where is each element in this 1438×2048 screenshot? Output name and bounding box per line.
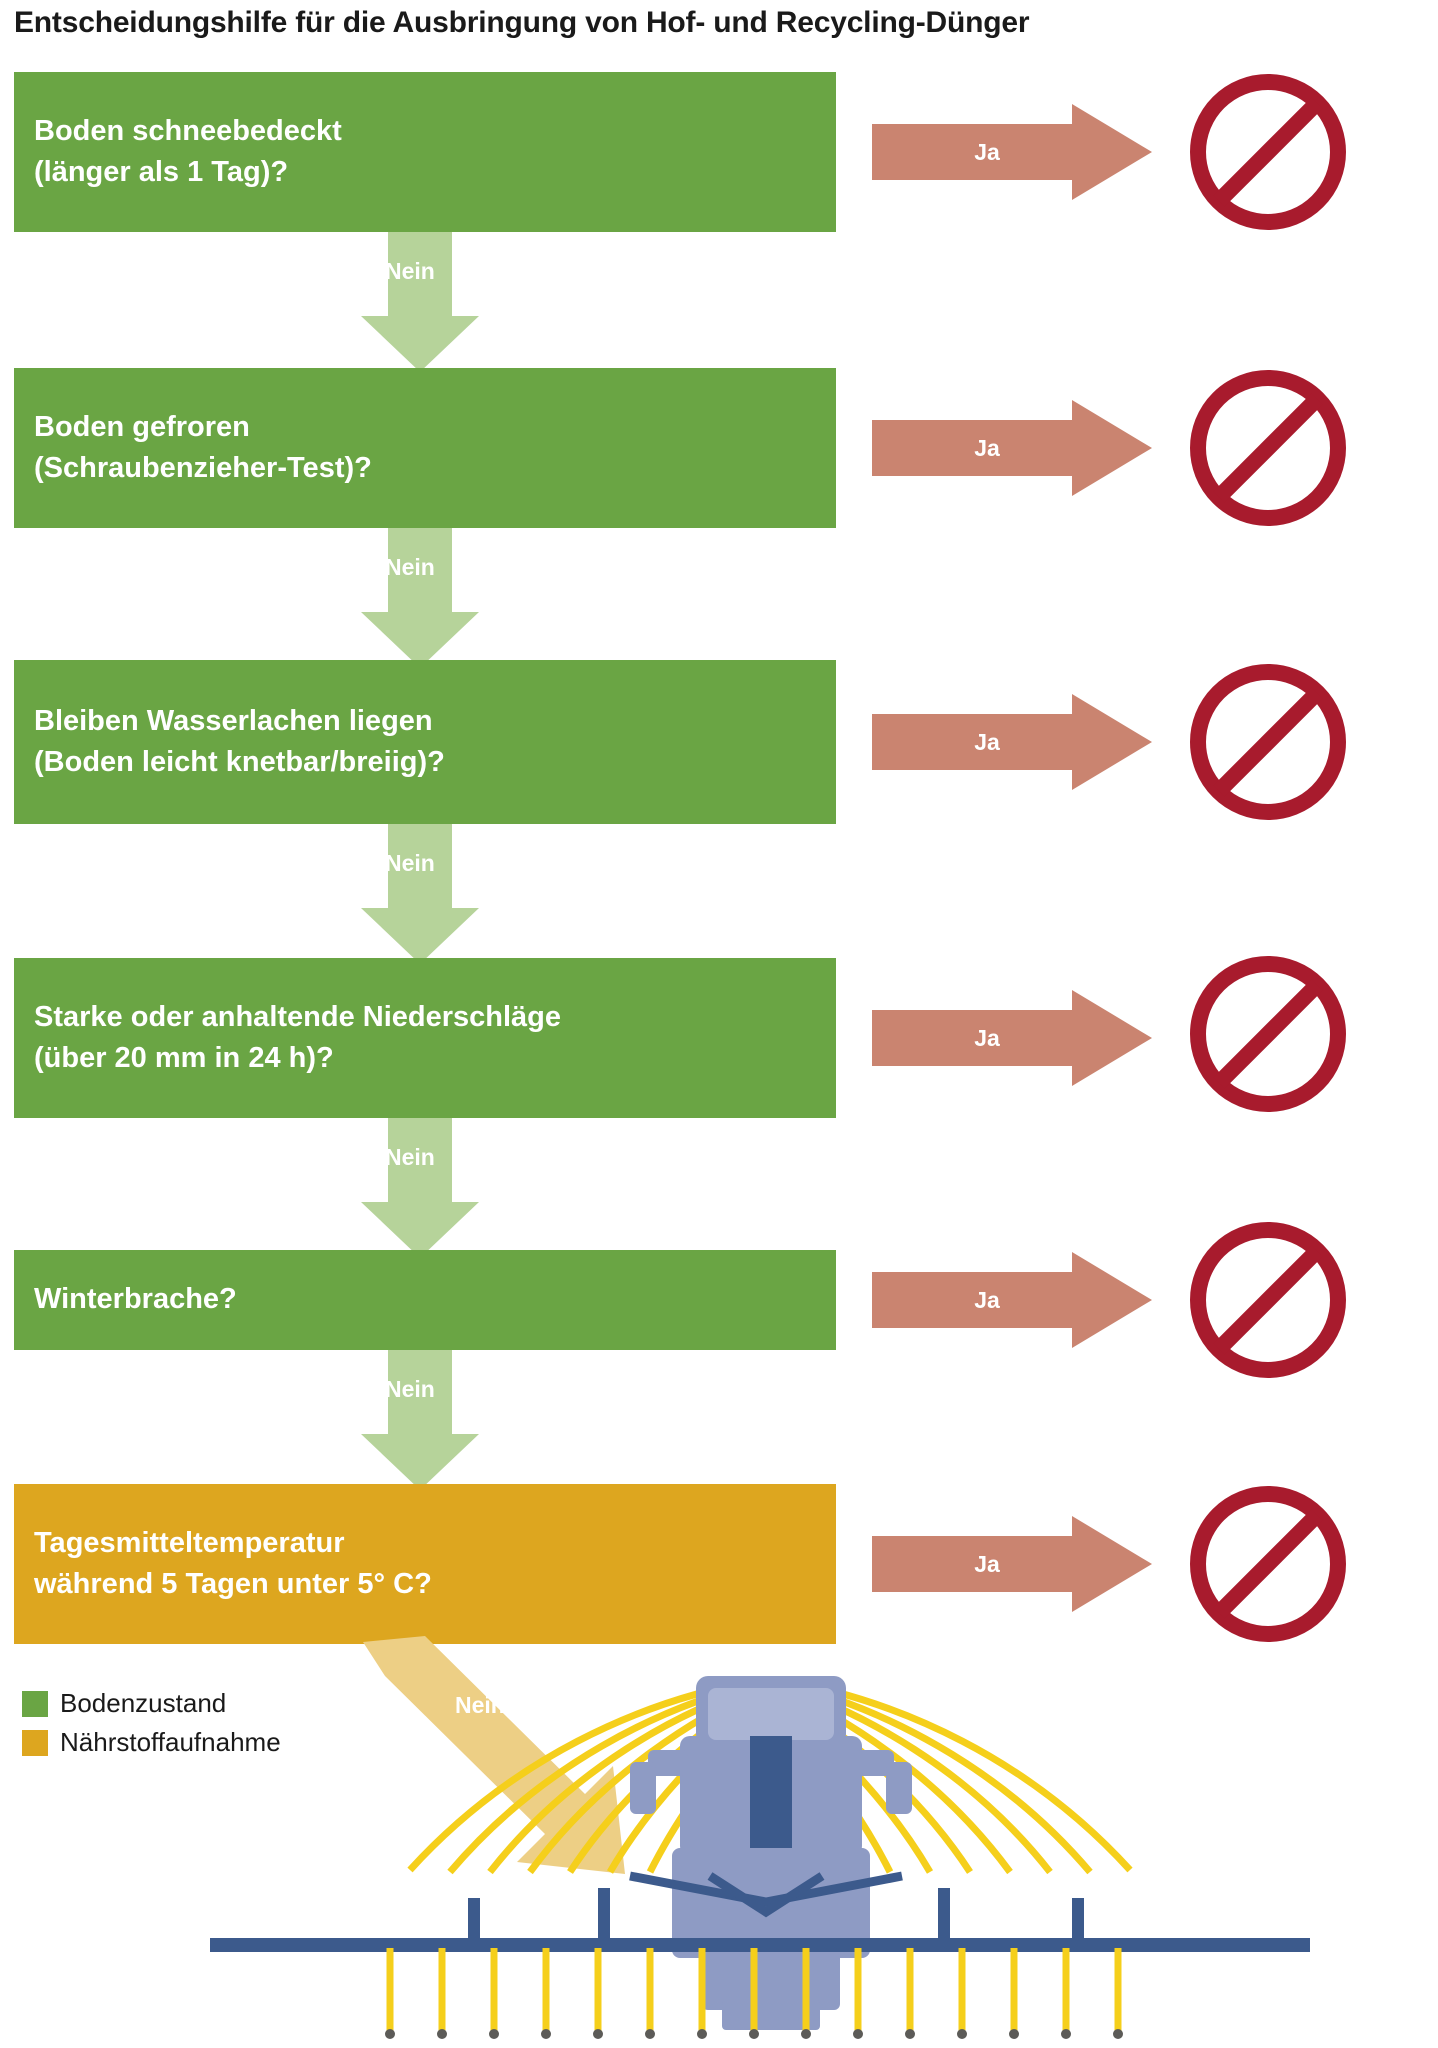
decision-box-2 <box>14 368 836 528</box>
decision-box-6-line2: während 5 Tagen unter 5° C? <box>34 1568 432 1600</box>
yes-arrow-4 <box>872 990 1152 1086</box>
decision-box-4-line2: (über 20 mm in 24 h)? <box>34 1042 334 1074</box>
no-label-1: Nein <box>385 258 435 284</box>
yes-label-2: Ja <box>974 434 1000 461</box>
yes-label-5: Ja <box>974 1286 1000 1313</box>
tractor-slurry-spreader-illustration <box>210 1640 1310 2040</box>
no-arrow-3 <box>361 824 479 964</box>
decision-box-3 <box>14 660 836 824</box>
decision-box-2-line1: Boden gefroren <box>34 410 250 443</box>
page-title: Entscheidungshilfe für die Ausbringung von Hof- und Recycling-Dünger <box>14 6 1030 39</box>
no-label-3: Nein <box>385 850 435 876</box>
decision-box-6-line1: Tagesmitteltemperatur <box>34 1526 345 1559</box>
prohibited-icon-5 <box>1186 1218 1350 1382</box>
no-arrow-2 <box>361 528 479 668</box>
decision-box-1 <box>14 72 836 232</box>
decision-box-1-line2: (länger als 1 Tag)? <box>34 156 289 188</box>
no-label-5: Nein <box>385 1376 435 1402</box>
prohibited-icon-6 <box>1186 1482 1350 1646</box>
no-arrow-1 <box>361 232 479 372</box>
no-arrow-5 <box>361 1350 479 1490</box>
no-label-6: Nein <box>455 1692 505 1718</box>
decision-box-3-line1: Bleiben Wasserlachen liegen <box>34 704 433 737</box>
decision-box-6 <box>14 1484 836 1644</box>
yes-label-6: Ja <box>974 1550 1000 1577</box>
no-label-4: Nein <box>385 1144 435 1170</box>
no-label-2: Nein <box>385 554 435 580</box>
prohibited-icon-3 <box>1186 660 1350 824</box>
legend-swatch-soil <box>22 1691 48 1717</box>
yes-arrow-1 <box>872 104 1152 200</box>
decision-box-3-line2: (Boden leicht knetbar/breiig)? <box>34 746 445 778</box>
decision-box-2-line2: (Schraubenzieher-Test)? <box>34 452 372 484</box>
decision-box-1-line1: Boden schneebedeckt <box>34 114 342 147</box>
yes-label-4: Ja <box>974 1024 1000 1051</box>
yes-label-3: Ja <box>974 728 1000 755</box>
yes-arrow-3 <box>872 694 1152 790</box>
decision-box-4 <box>14 958 836 1118</box>
yes-arrow-2 <box>872 400 1152 496</box>
yes-label-1: Ja <box>974 138 1000 165</box>
decision-box-4-line1: Starke oder anhaltende Niederschläge <box>34 1000 562 1033</box>
legend-label-nutrient: Nährstoffaufnahme <box>60 1727 281 1757</box>
decision-box-5 <box>14 1250 836 1350</box>
legend-swatch-nutrient <box>22 1730 48 1756</box>
prohibited-icon-4 <box>1186 952 1350 1116</box>
legend-label-soil: Bodenzustand <box>60 1688 227 1718</box>
decision-box-5-line1: Winterbrache? <box>34 1283 237 1316</box>
no-arrow-4 <box>361 1118 479 1258</box>
prohibited-icon-2 <box>1186 366 1350 530</box>
prohibited-icon-1 <box>1186 70 1350 234</box>
yes-arrow-5 <box>872 1252 1152 1348</box>
yes-arrow-6 <box>872 1516 1152 1612</box>
